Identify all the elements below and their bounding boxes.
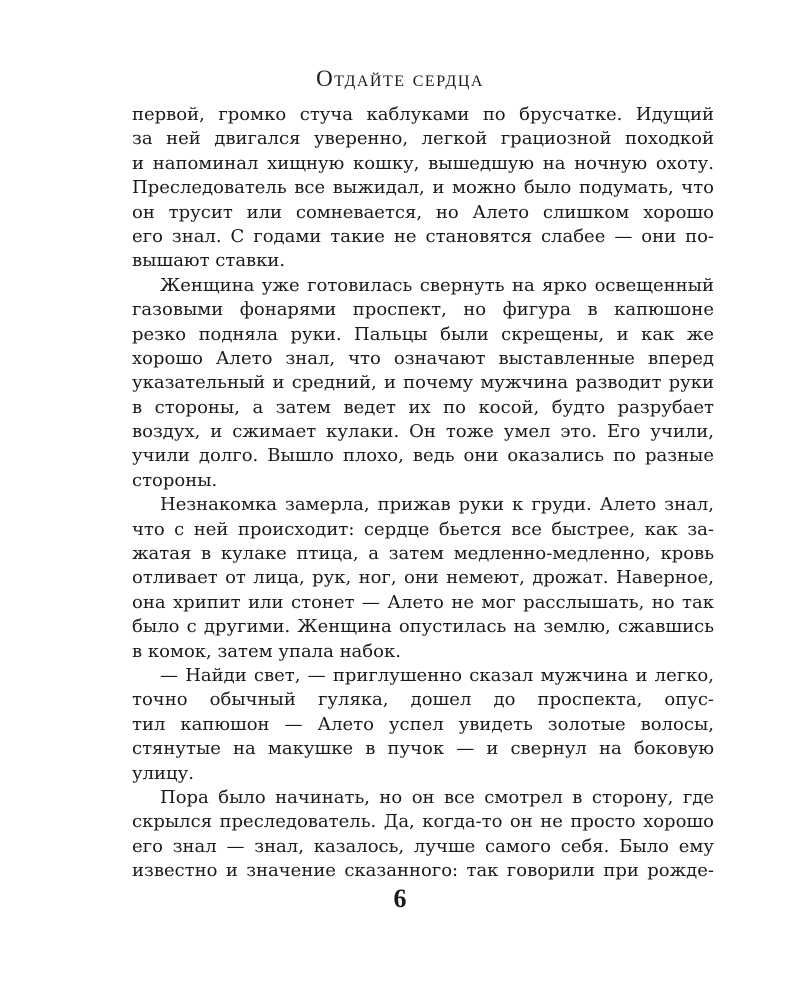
page-number: 6 [393,884,407,913]
text-line: жатая в кулаке птица, а затем медленно-медленно, кровь [132,543,714,565]
text-line: точно обычный гуляка, дошел до проспекта, опус- [132,689,714,711]
text-line: скрылся преследователь. Да, когда-то он не просто хорошо [132,811,714,833]
text-line: стороны. [132,469,218,491]
text-line: известно и значение сказанного: так говорили при рожде- [132,860,714,882]
text-line: стянутые на макушке в пучок — и свернул на боковую [132,738,714,760]
text-line: — Найди свет, — приглушенно сказал мужчина и легко, [160,664,714,686]
text-line: газовыми фонарями проспект, но фигура в капюшоне [132,299,714,321]
text-line: резко подняла руки. Пальцы были скрещены, и как же [132,323,714,345]
text-line: его знал — знал, казалось, лучше самого себя. Было ему [132,835,714,857]
text-line: было с другими. Женщина опустилась на землю, сжавшись [132,616,714,638]
text-line: Преследователь все выжидал, и можно было подумать, что [132,177,714,199]
text-line: в комок, затем упала набок. [132,640,401,662]
text-line: его знал. С годами такие не становятся слабее — они по- [132,225,714,247]
text-line: она хрипит или стонет — Алето не мог расслышать, но так [132,591,714,613]
text-line: тил капюшон — Алето успел увидеть золотые волосы, [132,713,714,735]
text-line: вышают ставки. [132,250,286,272]
text-line: первой, громко стуча каблуками по брусчатке. Идущий [132,104,714,125]
body-text [132,103,714,884]
text-line: он трусит или сомневается, но Алето слишком хорошо [132,201,714,223]
text-line: в стороны, а затем ведет их по косой, будто разрубает [132,396,714,418]
text-line: улицу. [132,762,194,784]
text-line: и напоминал хищную кошку, вышедшую на ночную охоту. [132,152,714,174]
text-line: отливает от лица, рук, ног, они немеют, дрожат. Наверное, [132,567,714,589]
text-line: Пора было начинать, но он все смотрел в сторону, где [160,786,714,808]
text-line: Женщина уже готовилась свернуть на ярко освещенный [160,274,714,296]
text-line: что с ней происходит: сердце бьется все быстрее, как за- [132,518,714,540]
text-line: учили долго. Вышло плохо, ведь они оказались по разные [132,445,714,467]
text-line: Незнакомка замерла, прижав руки к груди. Алето знал, [160,494,714,516]
text-line: за ней двигался уверенно, легкой грациозной походкой [132,128,714,150]
text-line: хорошо Алето знал, что означают выставленные вперед [132,347,714,369]
running-head: Отдайте сердца [316,66,484,91]
text-line: воздух, и сжимает кулаки. Он тоже умел это. Его учили, [132,421,714,443]
text-line: указательный и средний, и почему мужчина разводит руки [132,372,714,394]
